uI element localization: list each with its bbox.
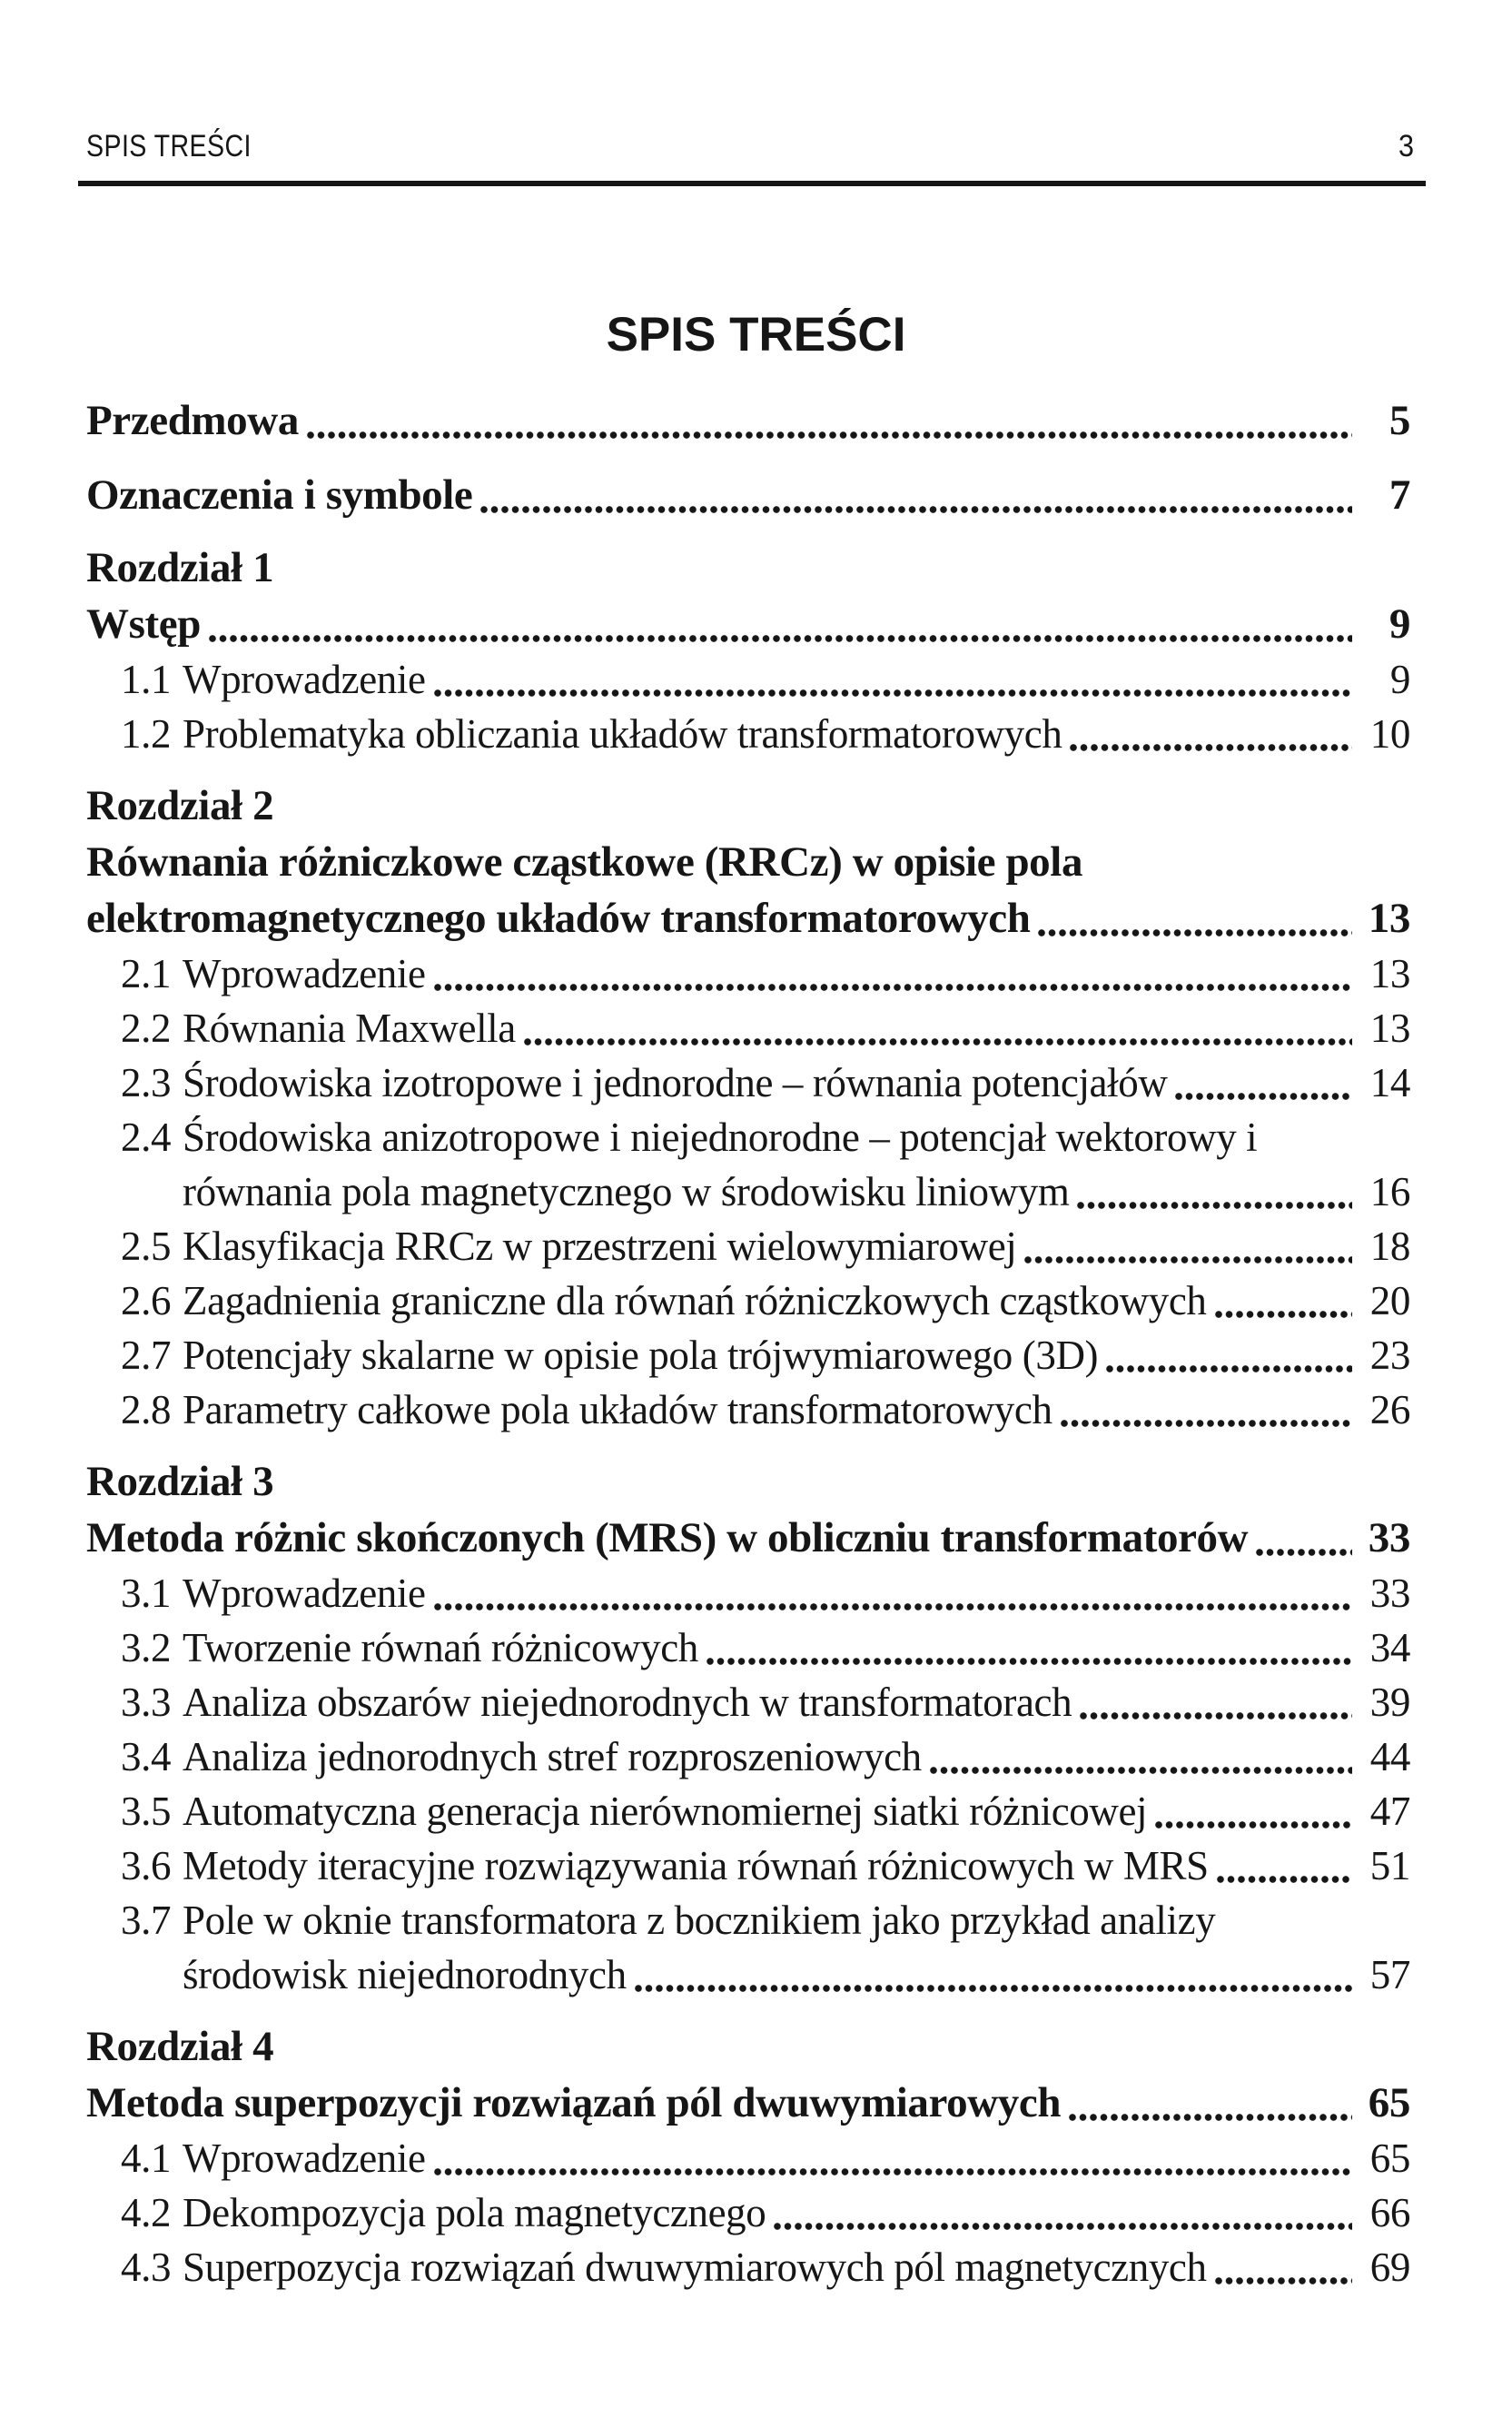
toc-entry-number: 3.7 — [121, 1898, 172, 1943]
toc-entry-label: Pole w oknie transformatora z bocznikiem jako przykład analizy — [183, 1898, 1216, 1943]
toc-entry-number: 1.2 — [121, 711, 172, 757]
toc-entry-label-continuation: elektromagnetycznego układów transformatorowych — [86, 895, 1031, 942]
toc-entry-number: 2.2 — [121, 1006, 172, 1051]
toc-entry — [121, 1328, 1410, 1382]
toc-page-number: 33 — [1369, 1571, 1410, 1616]
toc-leader-dots — [929, 1763, 1352, 1778]
toc-entry-number: 3.3 — [121, 1680, 172, 1725]
toc-entry — [121, 2240, 1410, 2294]
toc-page-number: 57 — [1369, 1952, 1410, 1997]
toc-entry-label: Wprowadzenie — [183, 657, 426, 702]
toc-entry-line — [86, 2075, 1410, 2131]
toc-entry — [121, 2131, 1410, 2185]
toc-page-number: 9 — [1388, 600, 1410, 648]
toc-entry-label: Metoda różnic skończonych (MRS) w obliczniu transformatorów — [86, 1514, 1249, 1561]
toc-entry-line — [121, 652, 1410, 707]
toc-leader-dots — [433, 1600, 1352, 1614]
toc-entry-number: 3.2 — [121, 1625, 172, 1670]
toc-entry — [121, 2185, 1410, 2240]
toc-page-number: 33 — [1368, 1514, 1410, 1561]
toc-entry-number: 3.5 — [121, 1789, 172, 1834]
toc-entry-line — [86, 392, 1410, 449]
toc-entry-line — [121, 1620, 1410, 1675]
toc-page-number: 51 — [1369, 1843, 1410, 1888]
toc-entry-continuation-line — [183, 1164, 1410, 1219]
toc-page-number: 10 — [1369, 711, 1410, 757]
toc-entry-label: Równania Maxwella — [183, 1006, 516, 1051]
toc-entry — [86, 467, 1410, 523]
toc-entry-label: Metoda superpozycji rozwiązań pól dwuwymiarowych — [86, 2079, 1062, 2126]
toc-page-number: 9 — [1389, 657, 1410, 702]
toc-page-number: 13 — [1369, 951, 1410, 996]
toc — [86, 374, 1410, 2294]
toc-page-number: 69 — [1369, 2245, 1410, 2290]
toc-entry — [86, 596, 1410, 652]
toc-entry-number: 3.4 — [121, 1734, 172, 1779]
toc-entry-label: Dekompozycja pola magnetycznego — [183, 2190, 766, 2235]
toc-leader-dots — [1079, 1709, 1352, 1723]
toc-entry-label: Automatyczna generacja nierównomiernej siatki różnicowej — [183, 1789, 1148, 1834]
toc-entry-label: Zagadnienia graniczne dla równań różniczkowych cząstkowych — [183, 1278, 1207, 1323]
toc-entry — [121, 1893, 1410, 2002]
page-title: SPIS TREŚCI — [606, 308, 906, 362]
toc-entry-line — [121, 2131, 1410, 2185]
toc-entry — [86, 2018, 1410, 2075]
header-rule — [78, 181, 1426, 186]
toc-leader-dots — [1023, 1253, 1352, 1267]
toc-entry-number: 2.4 — [121, 1115, 172, 1160]
toc-entry-number: 3.1 — [121, 1571, 172, 1616]
toc-entry-label: Rozdział 4 — [86, 2023, 274, 2070]
toc-entry-label: Rozdział 2 — [86, 782, 274, 829]
toc-entry-line — [86, 1510, 1410, 1566]
toc-leader-dots — [1069, 740, 1352, 755]
toc-entry-label: Wstęp — [86, 600, 201, 648]
toc-entry-label: Wprowadzenie — [183, 951, 426, 996]
toc-entry-line — [86, 1453, 1410, 1510]
toc-leader-dots — [706, 1654, 1352, 1669]
toc-entry — [121, 1219, 1410, 1273]
toc-entry-label: Metody iteracyjne rozwiązywania równań różnicowych w MRS — [183, 1843, 1209, 1888]
toc-leader-dots — [1216, 1872, 1352, 1887]
running-header-page-number: 3 — [1398, 129, 1414, 164]
toc-leader-dots — [1076, 1198, 1352, 1213]
toc-leader-dots — [1105, 1362, 1352, 1376]
toc-entry-continuation-line — [86, 890, 1410, 946]
toc-entry — [86, 834, 1410, 946]
toc-page-number: 44 — [1369, 1734, 1410, 1779]
toc-entry-label: Rozdział 1 — [86, 544, 274, 591]
toc-entry-number: 2.3 — [121, 1060, 172, 1105]
toc-entry-label: Środowiska anizotropowe i niejednorodne – potencjał wektorowy i — [183, 1115, 1258, 1160]
toc-entry-label: Analiza obszarów niejednorodnych w transformatorach — [183, 1680, 1072, 1725]
toc-entry — [121, 652, 1410, 707]
toc-entry-line — [121, 1273, 1410, 1328]
toc-entry-label: Klasyfikacja RRCz w przestrzeni wielowymiarowej — [183, 1224, 1017, 1269]
toc-entry-number: 2.8 — [121, 1387, 172, 1432]
toc-entry-number: 1.1 — [121, 657, 172, 702]
toc-page-number: 23 — [1369, 1333, 1410, 1378]
toc-entry — [121, 1784, 1410, 1838]
toc-entry — [121, 1675, 1410, 1729]
toc-entry-number: 2.1 — [121, 951, 172, 996]
toc-leader-dots — [1037, 926, 1352, 940]
toc-entry-line — [121, 1001, 1410, 1055]
toc-entry — [86, 778, 1410, 834]
toc-entry — [86, 2075, 1410, 2131]
toc-leader-dots — [208, 631, 1352, 646]
toc-entry-label: Równania różniczkowe cząstkowe (RRCz) w opisie pola — [86, 838, 1083, 886]
toc-page-number: 16 — [1369, 1169, 1410, 1214]
toc-leader-dots — [1068, 2110, 1352, 2125]
toc-entry-number: 2.5 — [121, 1224, 172, 1269]
toc-entry-line — [121, 2240, 1410, 2294]
toc-page-number: 47 — [1369, 1789, 1410, 1834]
toc-entry-label: Przedmowa — [86, 397, 299, 444]
toc-entry — [86, 1510, 1410, 1566]
toc-entry — [121, 1055, 1410, 1110]
toc-entry — [121, 946, 1410, 1001]
toc-entry-line — [121, 1328, 1410, 1382]
toc-leader-dots — [306, 428, 1352, 442]
toc-entry-label: Analiza jednorodnych stref rozproszeniowych — [183, 1734, 922, 1779]
toc-entry-label: Parametry całkowe pola układów transformatorowych — [183, 1387, 1052, 1432]
toc-entry-number: 4.1 — [121, 2136, 172, 2181]
toc-entry-number: 4.2 — [121, 2190, 172, 2235]
toc-page-number: 65 — [1368, 2079, 1410, 2126]
toc-entry-label: Oznaczenia i symbole — [86, 471, 473, 519]
toc-leader-dots — [1154, 1818, 1352, 1832]
toc-entry — [86, 392, 1410, 449]
toc-entry-line — [121, 1055, 1410, 1110]
toc-entry-label-continuation: środowisk niejednorodnych — [183, 1952, 627, 1997]
toc-entry-number: 2.7 — [121, 1333, 172, 1378]
toc-leader-dots — [1214, 1307, 1352, 1322]
toc-leader-dots — [1060, 1416, 1352, 1431]
toc-leader-dots — [634, 1981, 1352, 1996]
running-header — [86, 129, 1414, 164]
toc-page-number: 13 — [1369, 1006, 1410, 1051]
toc-page-number: 34 — [1369, 1625, 1410, 1670]
toc-entry — [121, 1566, 1410, 1620]
toc-entry-label: Środowiska izotropowe i jednorodne – równania potencjałów — [183, 1060, 1168, 1105]
toc-page-number: 65 — [1369, 2136, 1410, 2181]
running-header-title: SPIS TREŚCI — [86, 129, 252, 164]
toc-entry — [121, 1110, 1410, 1219]
toc-entry-label: Rozdział 3 — [86, 1458, 274, 1505]
toc-entry-label: Problematyka obliczania układów transformatorowych — [183, 711, 1062, 757]
toc-entry-line — [86, 467, 1410, 523]
toc-page-number: 5 — [1388, 397, 1410, 444]
toc-entry-number: 4.3 — [121, 2245, 172, 2290]
toc-page-number: 20 — [1369, 1278, 1410, 1323]
toc-entry-continuation-line — [183, 1947, 1410, 2002]
toc-entry — [86, 540, 1410, 596]
toc-page-number: 26 — [1369, 1387, 1410, 1432]
toc-entry — [121, 1382, 1410, 1437]
toc-entry-line — [86, 596, 1410, 652]
toc-entry — [121, 1001, 1410, 1055]
toc-leader-dots — [433, 686, 1352, 700]
toc-entry-line — [121, 1893, 1410, 1947]
toc-entry-line — [121, 1784, 1410, 1838]
toc-entry-line — [121, 1729, 1410, 1784]
toc-entry-line — [86, 778, 1410, 834]
toc-leader-dots — [523, 1035, 1352, 1049]
toc-entry-line — [86, 540, 1410, 596]
toc-entry-number: 2.6 — [121, 1278, 172, 1323]
toc-entry-line — [86, 2018, 1410, 2075]
toc-page-number: 13 — [1368, 895, 1410, 942]
toc-entry-line — [121, 946, 1410, 1001]
toc-entry-label: Wprowadzenie — [183, 2136, 426, 2181]
toc-entry-label: Potencjały skalarne w opisie pola trójwymiarowego (3D) — [183, 1333, 1099, 1378]
toc-entry-label: Tworzenie równań różnicowych — [183, 1625, 698, 1670]
toc-entry — [121, 1620, 1410, 1675]
toc-entry-line — [121, 1838, 1410, 1893]
toc-entry-label-continuation: równania pola magnetycznego w środowisku liniowym — [183, 1169, 1070, 1214]
toc-leader-dots — [479, 502, 1352, 517]
toc-leader-dots — [1214, 2274, 1352, 2288]
toc-page-number: 39 — [1369, 1680, 1410, 1725]
toc-leader-dots — [773, 2219, 1352, 2234]
toc-leader-dots — [433, 2165, 1352, 2179]
toc-leader-dots — [433, 980, 1352, 995]
toc-page-number: 7 — [1388, 471, 1410, 519]
toc-entry-line — [121, 1110, 1410, 1164]
toc-entry-line — [121, 1566, 1410, 1620]
toc-entry-number: 3.6 — [121, 1843, 172, 1888]
toc-entry — [86, 1453, 1410, 1510]
toc-entry — [121, 1729, 1410, 1784]
toc-entry-line — [121, 1219, 1410, 1273]
toc-entry-label: Wprowadzenie — [183, 1571, 426, 1616]
toc-entry-line — [121, 1675, 1410, 1729]
toc-entry-line — [121, 707, 1410, 761]
toc-entry-line — [121, 2185, 1410, 2240]
toc-entry-line — [86, 834, 1410, 890]
toc-page-number: 14 — [1369, 1060, 1410, 1105]
toc-entry — [121, 707, 1410, 761]
toc-entry-line — [121, 1382, 1410, 1437]
toc-leader-dots — [1174, 1089, 1352, 1104]
toc-page-number: 18 — [1369, 1224, 1410, 1269]
toc-page-number: 66 — [1369, 2190, 1410, 2235]
toc-leader-dots — [1255, 1545, 1352, 1560]
toc-entry — [121, 1838, 1410, 1893]
toc-entry-label: Superpozycja rozwiązań dwuwymiarowych pól magnetycznych — [183, 2245, 1207, 2290]
toc-entry — [121, 1273, 1410, 1328]
